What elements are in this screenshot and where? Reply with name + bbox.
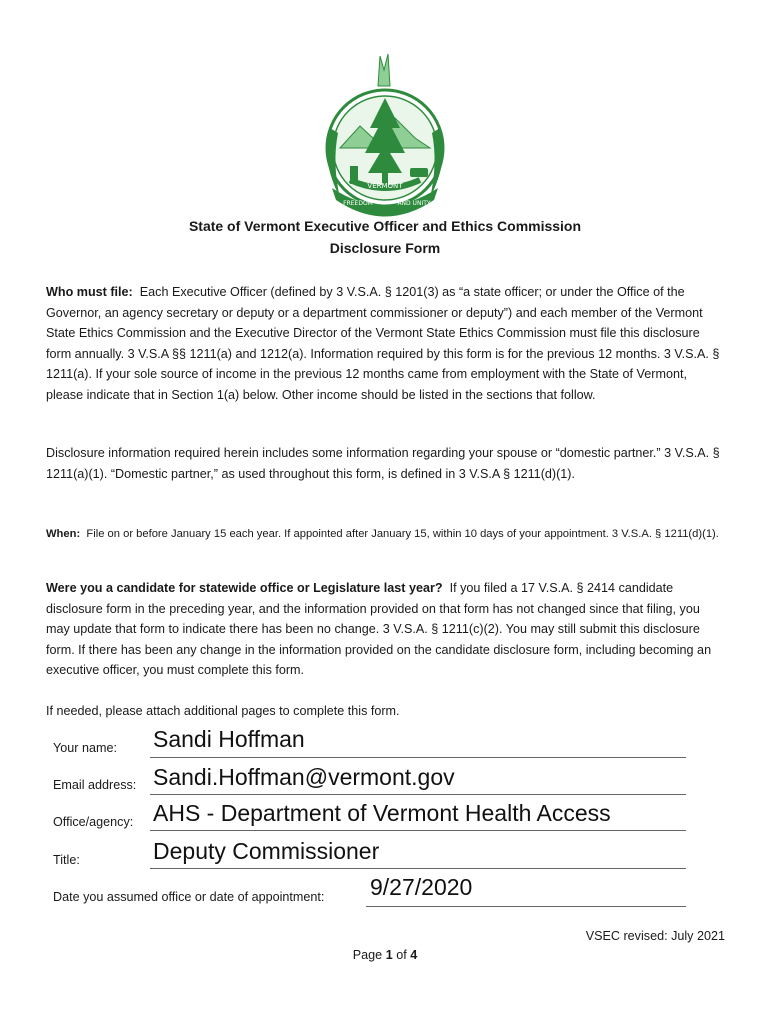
office-label: Office/agency: (53, 815, 134, 829)
name-label: Your name: (53, 741, 117, 755)
date-underline (366, 906, 686, 907)
page-total: 4 (410, 948, 418, 962)
title-field[interactable]: Deputy Commissioner (153, 838, 380, 864)
when-label: When: (46, 528, 81, 540)
email-label: Email address: (53, 778, 137, 792)
date-assumed-field[interactable]: 9/27/2020 (370, 874, 473, 900)
title-label: Title: (53, 853, 80, 867)
revision-note: VSEC revised: July 2021 (585, 929, 725, 943)
candidate-paragraph (46, 578, 726, 681)
page-of: of (392, 948, 411, 962)
page-prefix: Page (352, 948, 386, 962)
title-underline (150, 868, 686, 869)
seal-text-freedom: FREEDOM (343, 200, 373, 207)
seal-text-unity: AND UNITY (397, 200, 431, 207)
when-paragraph (46, 526, 726, 543)
candidate-text: If you filed a 17 V.S.A. § 2414 candidate disclosure form in the preceding year, and the information provided on that form has not changed since that filing, you may update that form to indicate there has been no change. 3 V.S.A. § 1211(c)(2). You may still submit this disclosure form. If there has been any change in the information provided on the candidate disclosure form, including becoming an executive officer, you must complete this form. (46, 581, 712, 677)
form-title: State of Vermont Executive Officer and Ethics Commission (188, 218, 582, 234)
name-field[interactable]: Sandi Hoffman (153, 726, 305, 752)
page-number (0, 948, 770, 962)
page-current: 1 (385, 948, 393, 962)
when-text: File on or before January 15 each year. If appointed after January 15, within 10 days of your appointment. 3 V.S.A. § 1211(d)(1). (86, 528, 719, 540)
disclosure-paragraph: Disclosure information required herein includes some information regarding your spouse or “domestic partner.” 3 V.S.A. § 1211(a)(1). “Domestic partner,” as used throughout this form, is defined in 3 V.S.A § 1211(d)(1). (46, 446, 720, 481)
form-subtitle: Disclosure Form (329, 240, 441, 256)
seal-text-vermont: VERMONT (367, 182, 403, 190)
office-agency-field[interactable]: AHS - Department of Vermont Health Access (153, 800, 611, 826)
who-must-file-paragraph (46, 282, 726, 405)
email-field[interactable]: Sandi.Hoffman@vermont.gov (153, 764, 455, 790)
who-must-file-label: Who must file: (46, 285, 133, 299)
office-underline (150, 830, 686, 831)
attach-pages-note: If needed, please attach additional pages to complete this form. (46, 704, 400, 718)
email-underline (150, 794, 686, 795)
name-underline (150, 757, 686, 758)
vermont-state-seal (310, 48, 460, 218)
who-must-file-text: Each Executive Officer (defined by 3 V.S.A. § 1201(3) as “a state officer; or under the Office of the Governor, an agency secretary or deputy or a department commissioner or deputy”) and each member of the Vermont State Ethics Commission and the Executive Director of the Vermont State Ethics Commission must file this disclosure form annually. 3 V.S.A §§ 1211(a) and 1212(a). Information required by this form is for the previous 12 months. 3 V.S.A. § 1211(a). If your sole source of income in the previous 12 months came from employment with the State of Vermont, please indicate that in Section 1(a) below. Other income should be listed in the sections that follow. (46, 285, 720, 402)
candidate-label: Were you a candidate for statewide office or Legislature last year? (46, 581, 443, 595)
date-assumed-label: Date you assumed office or date of appointment: (53, 890, 325, 904)
